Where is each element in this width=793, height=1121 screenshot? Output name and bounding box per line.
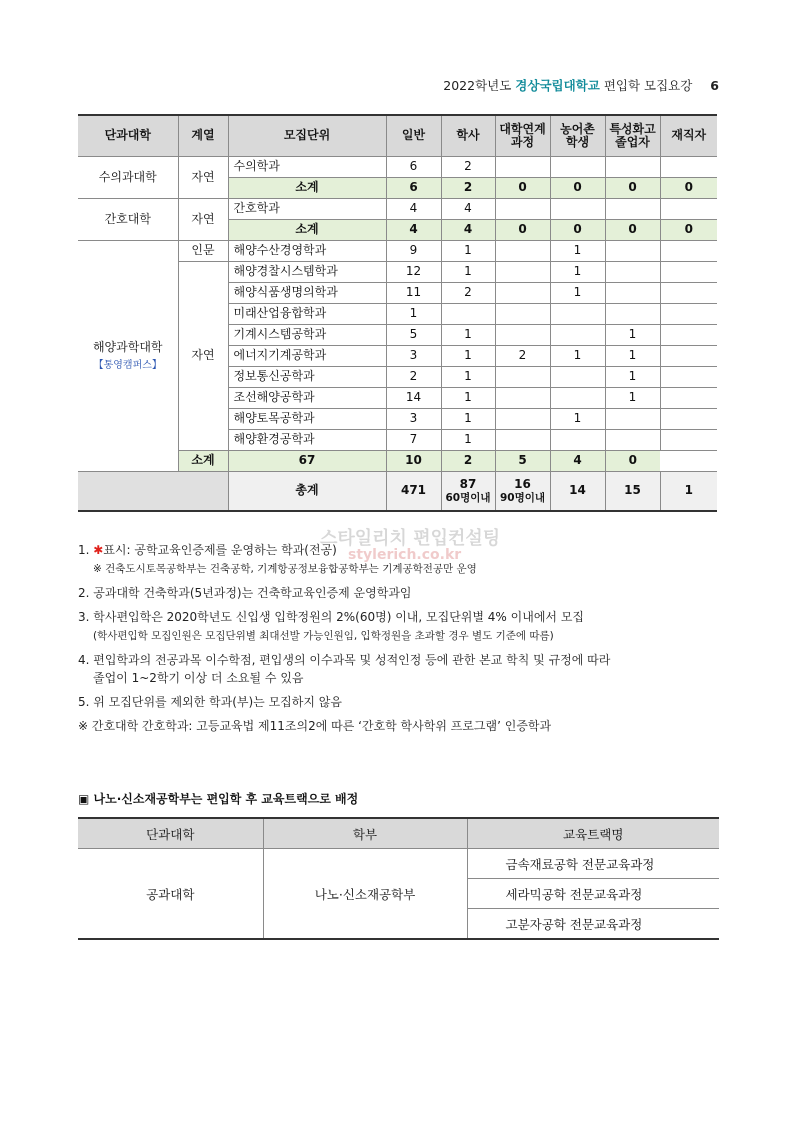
page-header	[443, 76, 719, 94]
col-college: 단과대학	[78, 115, 178, 157]
note-4: 4. 편입학과의 전공과목 이수학점, 편입생의 이수과목 및 성적인정 등에 관한 본교 학칙 및 규정에 따라 졸업이 1~2학기 이상 더 소요될 수 있음	[78, 652, 611, 685]
table-row: 정보통신공학과 2 1 1	[78, 367, 717, 388]
table-row: 간호대학 자연 간호학과 4 4	[78, 199, 717, 220]
col-link: 대학연계 과정	[495, 115, 550, 157]
watermark: 스타일리치 편입컨설팅 stylerich.co.kr	[320, 528, 501, 563]
dept-cell: 간호학과	[228, 199, 386, 220]
note-3: 3. 학사편입학은 2020학년도 신입생 입학정원의 2%(60명) 이내, 모집단위별 4% 이내에서 모집 (학사편입학 모집인원은 모집단위별 최대선발 가능인원임, 입학정원을 초과할 경우 별도 기준에 따름)	[78, 609, 585, 642]
header-year: 2022학년도	[443, 78, 512, 93]
table-row	[78, 157, 717, 178]
table-row: 미래산업융합학과 1	[78, 304, 717, 325]
table-row: 해양환경공학과 7 1	[78, 430, 717, 451]
table-row: 해양토목공학과 3 1 1	[78, 409, 717, 430]
bachelor-cell: 2	[441, 157, 495, 178]
table-row: 해양식품생명의학과 11 2 1	[78, 283, 717, 304]
col-category: 계열	[178, 115, 228, 157]
section-title: ▣ 나노·신소재공학부는 편입학 후 교육트랙으로 배정	[78, 792, 359, 806]
col-general: 일반	[386, 115, 441, 157]
track-header-row: 단과대학 학부 교육트랙명	[78, 818, 719, 849]
table-row: 공과대학 나노·신소재공학부 금속재료공학 전문교육과정	[78, 849, 719, 879]
subtotal-row: 소계 6 2 0 0 0 0	[78, 178, 717, 199]
category-cell: 인문	[178, 241, 228, 262]
col-farm: 농어촌 학생	[550, 115, 605, 157]
page-number: 6	[710, 78, 719, 93]
col-bachelor: 학사	[441, 115, 495, 157]
total-label: 총계	[228, 472, 386, 512]
category-cell: 자연	[178, 157, 228, 199]
table-row: 해양과학대학 【통영캠퍼스】 인문 해양수산경영학과 9 1 1	[78, 241, 717, 262]
table-header-row	[78, 115, 717, 157]
header-university: 경상국립대학교	[515, 78, 600, 93]
note-6: ※ 간호대학 간호학과: 고등교육법 제11조의2에 따른 ‘간호학 학사학위 프로그램’ 인증학과	[78, 718, 552, 733]
table-row: 세라믹공학 전문교육과정	[78, 879, 719, 909]
table-row: 에너지기계공학과 3 1 2 1 1	[78, 346, 717, 367]
header-title: 편입학 모집요강	[603, 78, 693, 93]
category-cell: 자연	[178, 262, 228, 451]
recruitment-table	[78, 114, 717, 512]
table-row: 고분자공학 전문교육과정	[78, 909, 719, 940]
star-icon: ✱	[93, 543, 104, 557]
col-employed: 재직자	[660, 115, 717, 157]
college-cell: 간호대학	[78, 199, 178, 241]
subtotal-row: 소계 4 4 0 0 0 0	[78, 220, 717, 241]
general-cell: 6	[386, 157, 441, 178]
track-table	[78, 817, 719, 940]
table-row: 자연 해양경찰시스템학과 12 1 1	[78, 262, 717, 283]
table-row: 기계시스템공학과 5 1 1	[78, 325, 717, 346]
table-row: 조선해양공학과 14 1 1	[78, 388, 717, 409]
campus-label: 【통영캠퍼스】	[93, 360, 162, 372]
total-row: 총계 471 87 60명이내 16 90명이내 14 15 1	[78, 472, 717, 512]
dept-cell: 수의학과	[228, 157, 386, 178]
college-cell: 해양과학대학 【통영캠퍼스】	[78, 241, 178, 472]
subtotal-row: 소계 67 10 2 5 4 0	[78, 451, 717, 472]
category-cell: 자연	[178, 199, 228, 241]
notes	[78, 541, 723, 741]
note-2: 2. 공과대학 건축학과(5년과정)는 건축학교육인증제 운영학과임	[78, 585, 412, 600]
college-cell: 수의과대학	[78, 157, 178, 199]
col-special: 특성화고 졸업자	[605, 115, 660, 157]
note-1: 1. ✱표시: 공학교육인증제를 운영하는 학과(전공) ※ 건축도시토목공학부는 건축공학, 기계항공정보융합공학부는 기계공학전공만 운영	[78, 543, 477, 575]
note-5: 5. 위 모집단위를 제외한 학과(부)는 모집하지 않음	[78, 694, 342, 709]
col-unit: 모집단위	[228, 115, 386, 157]
